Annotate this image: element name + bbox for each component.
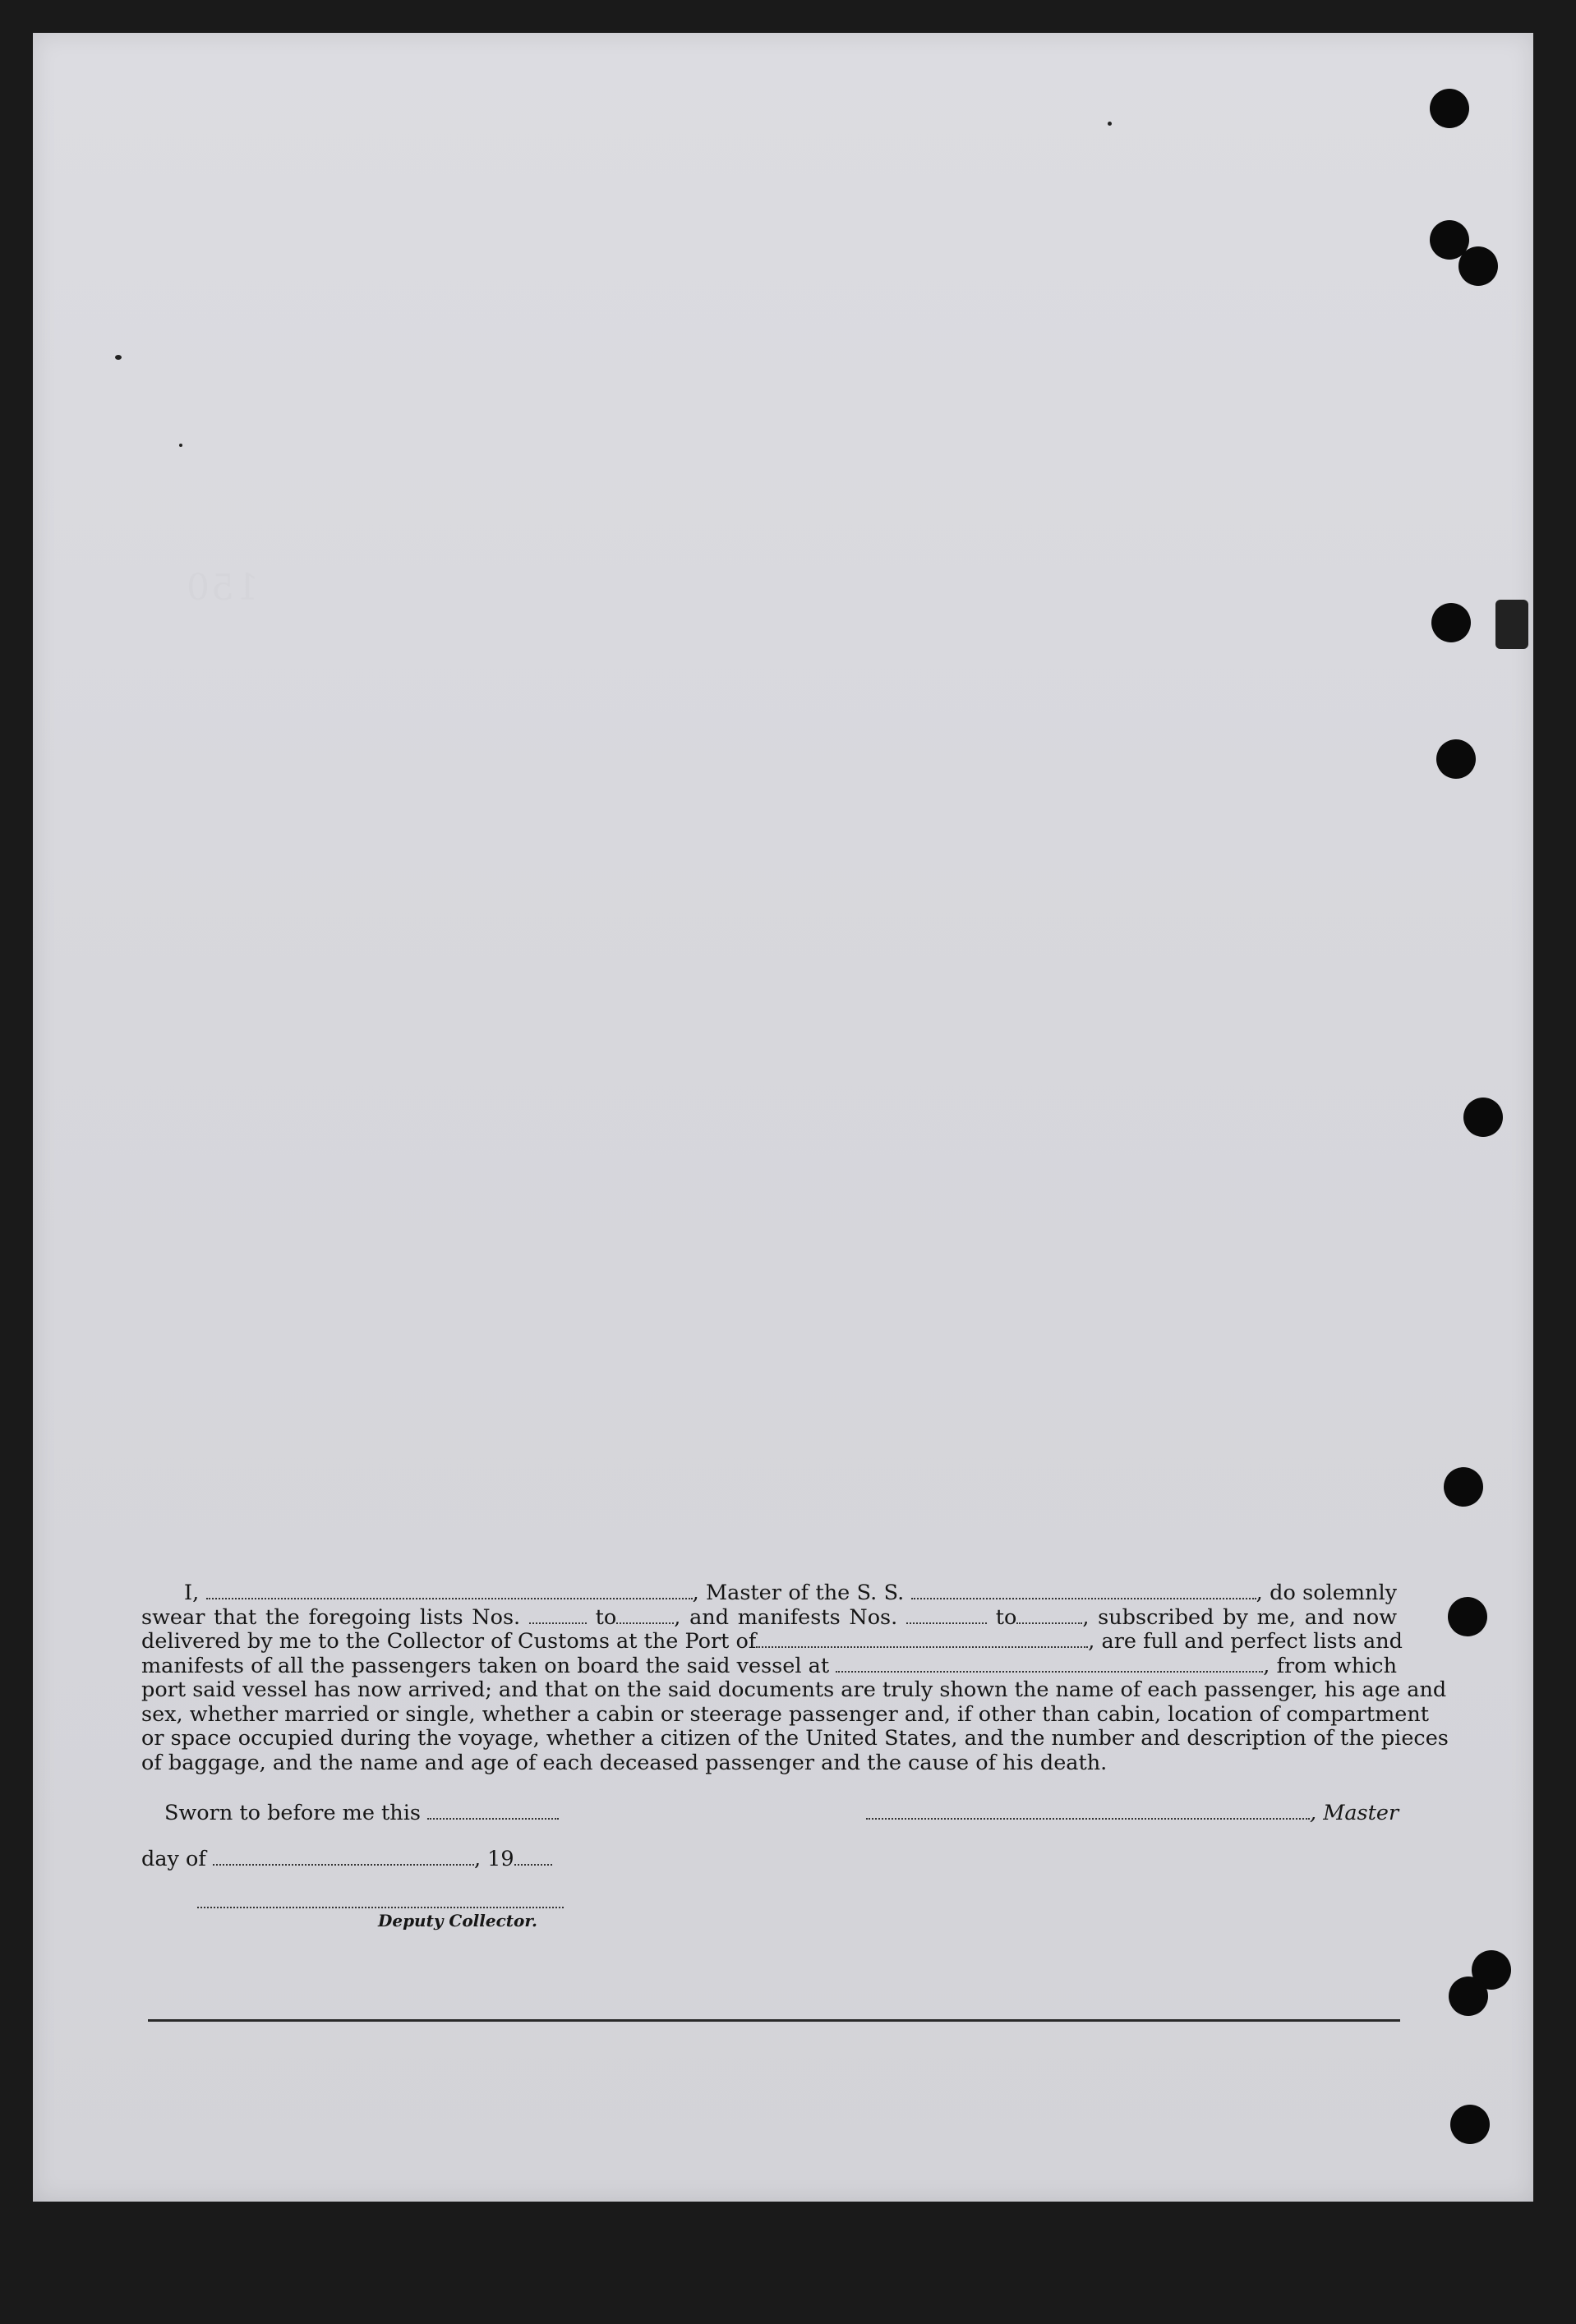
oath-text: , Master of the S. S. bbox=[692, 1581, 905, 1605]
deputy-collector-label: Deputy Collector. bbox=[378, 1911, 538, 1931]
master-name-field[interactable] bbox=[206, 1581, 693, 1599]
manifests-to-field[interactable] bbox=[1016, 1606, 1082, 1624]
master-label: , Master bbox=[1310, 1801, 1399, 1825]
oath-text: swear that the foregoing lists Nos. bbox=[141, 1604, 521, 1630]
day-of-row bbox=[141, 1847, 552, 1871]
month-field[interactable] bbox=[213, 1848, 474, 1866]
ink-speck bbox=[1495, 600, 1528, 649]
sworn-row bbox=[164, 1801, 559, 1825]
lists-from-field[interactable] bbox=[529, 1606, 587, 1624]
oath-text: to bbox=[995, 1604, 1017, 1630]
master-signature-field[interactable] bbox=[866, 1802, 1310, 1820]
oath-line-2 bbox=[141, 1606, 1397, 1631]
departure-port-field[interactable] bbox=[836, 1654, 1263, 1673]
oath-line-6: sex, whether married or single, whether a cabin or steerage passenger and, if other than cabin, location of compartment bbox=[141, 1701, 1430, 1727]
oath-text: , are full and perfect lists and bbox=[1088, 1629, 1403, 1654]
punch-hole-1 bbox=[1430, 89, 1469, 128]
vessel-name-field[interactable] bbox=[911, 1581, 1256, 1599]
ink-speck bbox=[179, 444, 182, 447]
punch-hole-4 bbox=[1431, 603, 1471, 642]
oath-line-4 bbox=[141, 1654, 1397, 1679]
ink-speck bbox=[115, 355, 122, 360]
oath-line-1 bbox=[141, 1581, 1397, 1606]
punch-hole-10 bbox=[1449, 1977, 1488, 2016]
document-page bbox=[33, 33, 1533, 2202]
ink-speck bbox=[1108, 122, 1112, 126]
port-field[interactable] bbox=[756, 1630, 1088, 1648]
deputy-signature-field[interactable] bbox=[197, 1890, 564, 1908]
oath-text: , from which bbox=[1263, 1653, 1397, 1678]
oath-text: , do solemnly bbox=[1256, 1581, 1398, 1605]
year-prefix: , 19 bbox=[473, 1847, 514, 1871]
oath-text: to bbox=[595, 1604, 617, 1630]
punch-hole-7 bbox=[1444, 1467, 1483, 1507]
sworn-text: Sworn to before me this bbox=[164, 1801, 421, 1825]
year-field[interactable] bbox=[514, 1848, 552, 1866]
oath-line-3 bbox=[141, 1629, 1403, 1654]
oath-text: I, bbox=[184, 1581, 200, 1605]
punch-hole-3 bbox=[1458, 246, 1498, 286]
day-of-text: day of bbox=[141, 1847, 206, 1871]
oath-line-5: port said vessel has now arrived; and that on the said documents are truly shown the name of each passenger, his age and bbox=[141, 1677, 1447, 1702]
oath-paragraph bbox=[141, 1581, 1449, 1775]
lists-to-field[interactable] bbox=[616, 1606, 674, 1624]
oath-text: , and manifests Nos. bbox=[674, 1604, 898, 1630]
oath-text: delivered by me to the Collector of Customs at the Port of bbox=[141, 1629, 757, 1654]
oath-text: manifests of all the passengers taken on board the said vessel at bbox=[141, 1653, 830, 1678]
manifests-from-field[interactable] bbox=[906, 1606, 987, 1624]
master-signature-row bbox=[866, 1801, 1399, 1825]
punch-hole-6 bbox=[1463, 1098, 1503, 1137]
oath-text: , subscribed by me, and now bbox=[1082, 1604, 1398, 1630]
bottom-rule bbox=[148, 2019, 1400, 2022]
punch-hole-8 bbox=[1448, 1597, 1487, 1636]
sworn-date-field[interactable] bbox=[427, 1802, 559, 1820]
oath-line-7: or space occupied during the voyage, whether a citizen of the United States, and the number and description of the pieces bbox=[141, 1726, 1449, 1751]
oath-line-8: of baggage, and the name and age of each deceased passenger and the cause of his death. bbox=[141, 1750, 1108, 1775]
punch-hole-11 bbox=[1450, 2105, 1490, 2144]
punch-hole-5 bbox=[1436, 739, 1476, 779]
